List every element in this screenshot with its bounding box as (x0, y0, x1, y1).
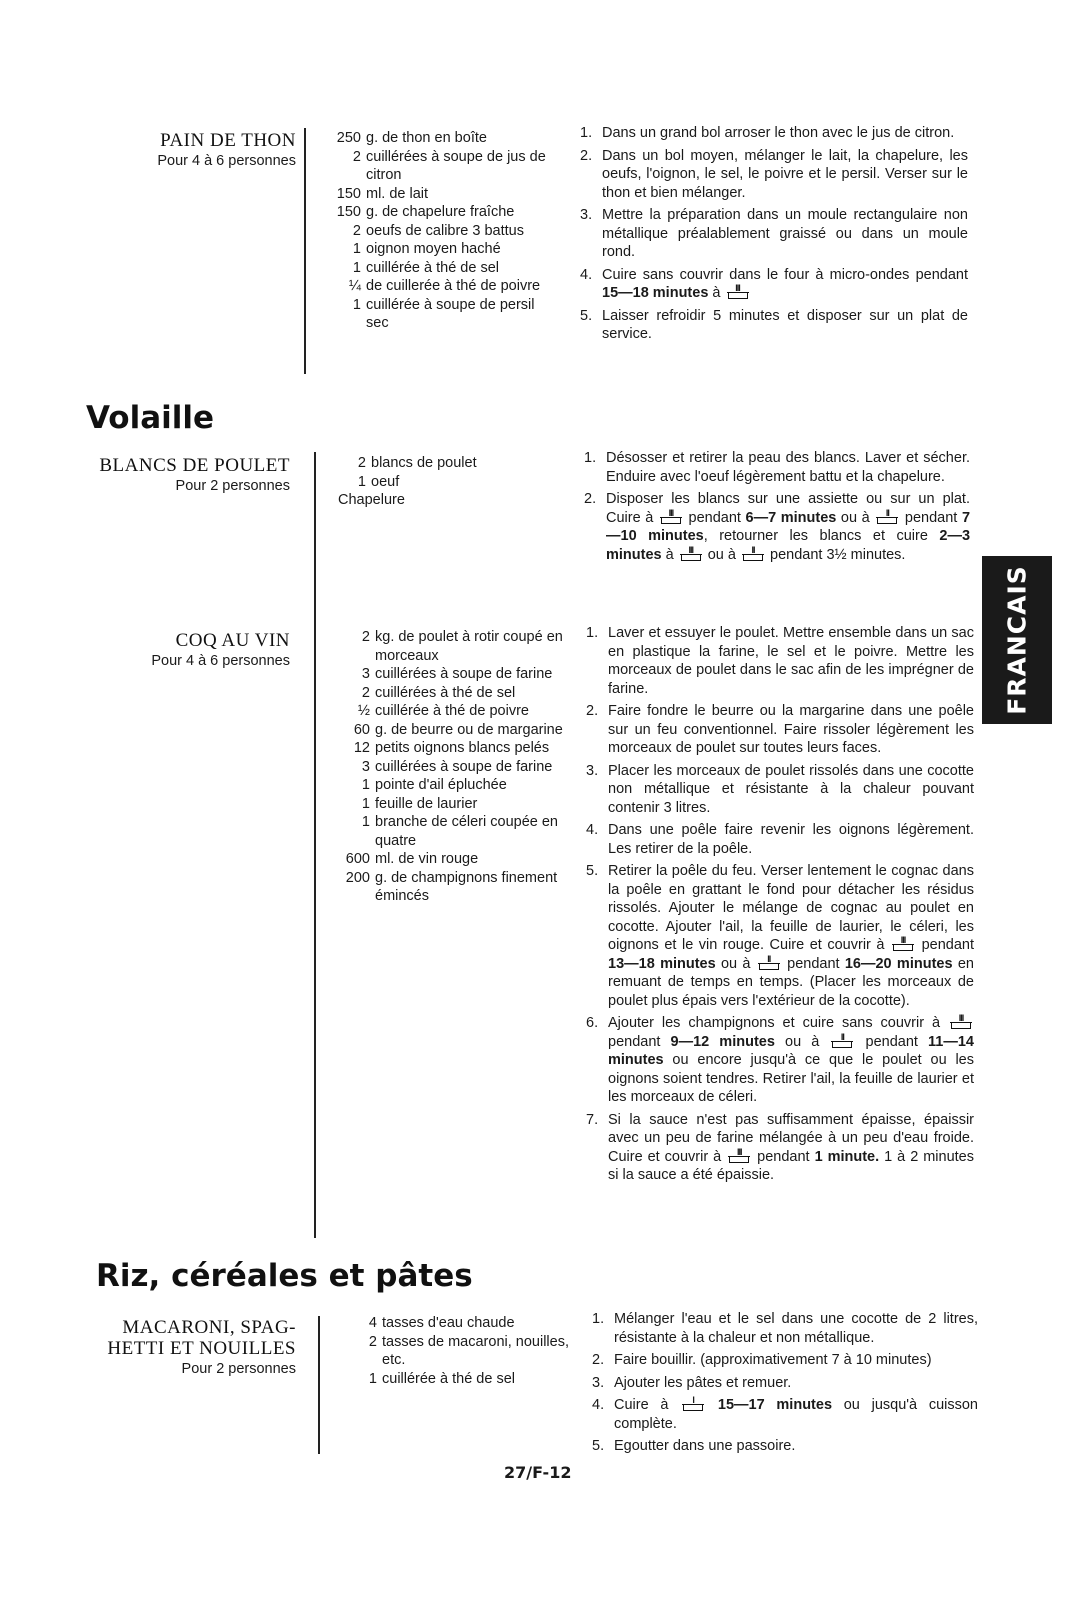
ingredient-quantity: 12 (353, 740, 370, 756)
step-item (592, 1310, 978, 1347)
step-number: 5. (586, 863, 599, 879)
ingredient-item (331, 148, 561, 185)
ingredient-item (331, 222, 561, 241)
ingredient-item (331, 296, 561, 333)
ingredient-text: de cuillerée à thé de poivre (366, 278, 541, 294)
power-medium-icon: II (831, 1035, 853, 1049)
step-item (580, 124, 968, 143)
language-tab-label: FRANCAIS (1002, 565, 1032, 715)
step-text: Faire fondre le beurre ou la margarine dans une poêle sur un feu conventionnel. Faire rissoler légèrement les morceaux de poulet sur toutes leurs faces. (608, 703, 974, 756)
ingredient-item (331, 129, 561, 148)
ingredient-list (336, 628, 580, 906)
step-text: Egoutter dans une passoire. (614, 1438, 796, 1454)
ingredient-text: cuillérée à thé de sel (366, 259, 499, 276)
step-list (592, 1310, 978, 1460)
step-item (586, 624, 974, 698)
ingredient-quantity: 1 (352, 259, 361, 276)
power-high-icon: III (950, 1016, 972, 1030)
ingredient-item (336, 665, 580, 684)
ingredient-text: cuillérées à soupe de farine (375, 666, 553, 682)
ingredient-quantity: 3 (361, 758, 370, 775)
ingredient-item (331, 240, 561, 259)
ingredient-text: oeufs de calibre 3 battus (366, 222, 524, 239)
ingredient-list (331, 129, 561, 333)
step-number: 5. (592, 1438, 605, 1454)
ingredient-quantity: 150 (336, 185, 361, 202)
ingredient-quantity: 1 (361, 814, 370, 830)
ingredient-item (336, 628, 580, 665)
step-item (592, 1396, 978, 1433)
step-text: Désosser et retirer la peau des blancs. Laver et sécher. Enduire avec l'oeuf légèrement battu et la chapelure. (606, 450, 970, 485)
ingredient-item (363, 1370, 583, 1389)
step-number: 1. (580, 125, 593, 141)
step-list (586, 624, 974, 1189)
recipe-header (82, 130, 296, 171)
ingredient-list (363, 1314, 583, 1388)
ingredient-text: g. de beurre ou de margarine (375, 721, 563, 738)
step-text: Ajouter les champignons et cuire sans couvrir à III pendant 9—12 minutes ou à II pendant 11—14 minutes ou encore jusqu'à ce que le poulet ou les oignons soient tendres. Retirer l'ail, la feuille de laurier et les morceaux de céleri. (608, 1013, 974, 1105)
ingredient-text: cuillérée à soupe de persil sec (366, 296, 535, 331)
step-item (580, 266, 968, 303)
ingredient-item (331, 277, 561, 296)
ingredient-list (338, 454, 568, 510)
step-number: 1. (592, 1311, 605, 1327)
ingredient-text: pointe d'ail épluchée (375, 777, 507, 793)
ingredient-item (331, 203, 561, 222)
ingredient-item (336, 684, 580, 703)
ingredient-item (363, 1314, 583, 1333)
recipe-header (76, 630, 290, 671)
recipe-title-line-2: HETTI ET NOUILLES (107, 1338, 296, 1359)
ingredient-quantity: 3 (361, 666, 370, 682)
step-text: Ajouter les pâtes et remuer. (614, 1374, 792, 1391)
recipe-title: COQ AU VIN (175, 630, 290, 651)
step-item (580, 206, 968, 262)
recipe-title: PAIN DE THON (160, 130, 296, 151)
ingredient-quantity: 1 (357, 473, 366, 490)
ingredient-text: g. de chapelure fraîche (366, 204, 515, 220)
step-number: 7. (586, 1111, 599, 1128)
step-item (586, 862, 974, 1010)
ingredient-text: cuillérées à soupe de farine (375, 758, 553, 775)
step-item (592, 1437, 978, 1456)
step-number: 6. (586, 1015, 599, 1031)
ingredient-quantity: 150 (336, 204, 361, 220)
ingredient-text: g. de thon en boîte (366, 130, 487, 146)
ingredient-quantity: ½ (357, 703, 370, 719)
step-text: Cuire à I 15—17 minutes ou jusqu'à cuisson complète. (614, 1395, 978, 1432)
ingredient-text: cuillérées à soupe de jus de citron (366, 148, 546, 183)
power-medium-icon: II (742, 548, 764, 562)
step-item (580, 307, 968, 344)
step-item (586, 762, 974, 818)
step-text: Faire bouillir. (approximativement 7 à 10 minutes) (614, 1352, 932, 1368)
recipe-header (76, 455, 290, 496)
ingredient-text: Chapelure (338, 492, 405, 508)
step-text: Placer les morceaux de poulet rissolés dans une cocotte non métallique et résistante à la chaleur pouvant contenir 3 litres. (608, 762, 974, 816)
section-heading-riz: Riz, céréales et pâtes (96, 1258, 473, 1294)
ingredient-text: petits oignons blancs pelés (375, 740, 550, 756)
power-medium-icon: II (758, 957, 780, 971)
ingredient-text: tasses d'eau chaude (382, 1315, 515, 1331)
power-high-icon: III (892, 938, 914, 952)
ingredient-quantity: 1 (361, 795, 370, 812)
ingredient-quantity: 200 (345, 869, 370, 886)
ingredient-text: branche de céleri coupée en quatre (375, 814, 558, 849)
ingredient-item (336, 869, 580, 906)
column-divider (318, 1316, 320, 1454)
step-text: Mélanger l'eau et le sel dans une cocotte de 2 litres, résistante à la chaleur et non métallique. (614, 1311, 978, 1346)
ingredient-quantity: 2 (361, 684, 370, 701)
ingredient-text: tasses de macaroni, nouilles, etc. (382, 1333, 569, 1368)
step-list (584, 449, 970, 568)
ingredient-item (338, 473, 568, 492)
power-high-icon: III (728, 1150, 750, 1164)
step-text: Dans un bol moyen, mélanger le lait, la chapelure, les oeufs, l'oignon, le sel, le poivre et le persil. Verser sur le thon et bien mélanger. (602, 147, 968, 201)
step-item (586, 702, 974, 758)
recipe-servings: Pour 4 à 6 personnes (157, 153, 296, 169)
step-number: 3. (580, 207, 593, 223)
ingredient-text: cuillérée à thé de poivre (375, 703, 529, 719)
step-text: Mettre la préparation dans un moule rectangulaire non métallique préalablement graissé ou dans un moule rond. (602, 207, 968, 260)
step-number: 4. (592, 1397, 605, 1413)
step-number: 2. (580, 147, 593, 164)
step-text: Retirer la poêle du feu. Verser lentement le cognac dans la poêle en grattant le fond pour détacher les résidus rissolés. Ajouter le mélange de cognac au poulet en cocotte. Ajouter l'ail, la feuille de laurier, le céleri, les oignons et le vin rouge. Cuire et couvrir à III pendant 13—18 minutes ou à II pendant 16—20 minutes en remuant de temps en temps. (Placer les morceaux de poulet plus épais vers l'extérieur de la cocotte). (608, 863, 974, 1009)
step-item (586, 1111, 974, 1185)
ingredient-quantity: 250 (336, 130, 361, 146)
recipe-servings: Pour 2 personnes (181, 1361, 296, 1377)
recipe-servings: Pour 4 à 6 personnes (151, 653, 290, 669)
step-item (584, 490, 970, 564)
step-text: Disposer les blancs sur une assiette ou sur un plat. Cuire à III pendant 6—7 minutes ou à II pendant 7—10 minutes, retourner les blancs et cuire 2—3 minutes à III ou à II pendant 3½ minutes. (606, 491, 971, 563)
recipe-header (82, 1317, 296, 1379)
step-number: 2. (592, 1352, 605, 1368)
ingredient-item (338, 454, 568, 473)
step-text: Dans un grand bol arroser le thon avec le jus de citron. (602, 125, 955, 141)
ingredient-quantity: ¼ (348, 278, 361, 294)
recipe-title-line-1: MACARONI, SPAG- (122, 1317, 296, 1338)
ingredient-text: cuillérées à thé de sel (375, 684, 516, 701)
ingredient-text: g. de champignons finement émincés (375, 869, 558, 904)
ingredient-text: kg. de poulet à rotir coupé en morceaux (375, 629, 563, 664)
step-number: 2. (586, 703, 599, 719)
ingredient-quantity: 60 (353, 721, 370, 738)
step-number: 2. (584, 491, 597, 507)
page-number: 27/F-12 (504, 1463, 572, 1482)
ingredient-item (336, 850, 580, 869)
step-item (592, 1351, 978, 1370)
ingredient-quantity: 1 (352, 241, 361, 257)
power-high-icon: III (727, 286, 749, 300)
step-item (592, 1374, 978, 1393)
ingredient-quantity: 2 (361, 629, 370, 645)
ingredient-quantity: 2 (352, 222, 361, 239)
step-item (580, 147, 968, 203)
ingredient-text: oignon moyen haché (366, 241, 501, 257)
ingredient-item (331, 185, 561, 204)
recipe-servings: Pour 2 personnes (175, 478, 290, 494)
step-text: Cuire sans couvrir dans le four à micro-ondes pendant 15—18 minutes à III (602, 266, 968, 301)
ingredient-quantity: 1 (368, 1370, 377, 1387)
step-number: 1. (586, 625, 599, 641)
step-item (586, 1014, 974, 1107)
ingredient-item (363, 1333, 583, 1370)
step-number: 1. (584, 450, 597, 466)
step-number: 4. (586, 822, 599, 838)
column-divider (304, 128, 306, 374)
ingredient-quantity: 1 (352, 296, 361, 313)
ingredient-item (336, 813, 580, 850)
ingredient-quantity: 1 (361, 777, 370, 793)
language-tab (982, 556, 1052, 724)
ingredient-quantity: 2 (357, 455, 366, 471)
recipe-title: BLANCS DE POULET (99, 455, 290, 476)
ingredient-item (331, 259, 561, 278)
ingredient-quantity: 600 (345, 851, 370, 867)
ingredient-item (336, 702, 580, 721)
section-heading-volaille: Volaille (86, 400, 215, 436)
step-text: Dans une poêle faire revenir les oignons légèrement. Les retirer de la poêle. (608, 822, 974, 857)
ingredient-quantity: 2 (368, 1333, 377, 1350)
power-high-icon: III (680, 548, 702, 562)
ingredient-quantity: 4 (368, 1315, 377, 1331)
step-text: Laisser refroidir 5 minutes et disposer sur un plat de service. (602, 307, 968, 342)
ingredient-quantity: 2 (352, 148, 361, 165)
power-high-icon: III (660, 511, 682, 525)
power-low-icon: I (682, 1398, 704, 1412)
column-divider (314, 452, 316, 1238)
step-text: Laver et essuyer le poulet. Mettre ensemble dans un sac en plastique la farine, le sel et le poivre. Mettre les morceaux de poulet dans le sac afin de les imprégner de farine. (608, 625, 974, 697)
step-number: 3. (586, 762, 599, 779)
step-number: 4. (580, 266, 593, 283)
step-item (584, 449, 970, 486)
step-number: 5. (580, 307, 593, 324)
ingredient-item (336, 776, 580, 795)
step-item (586, 821, 974, 858)
step-number: 3. (592, 1374, 605, 1391)
ingredient-item (338, 491, 568, 510)
ingredient-text: cuillérée à thé de sel (382, 1370, 515, 1387)
step-text: Si la sauce n'est pas suffisamment épaisse, épaissir avec un peu de farine mélangée à un peu d'eau froide. Cuire et couvrir à III pendant 1 minute. 1 à 2 minutes si la sauce a été épaissie. (608, 1111, 974, 1183)
power-medium-icon: II (876, 511, 898, 525)
ingredient-text: feuille de laurier (375, 795, 478, 812)
ingredient-item (336, 758, 580, 777)
ingredient-item (336, 739, 580, 758)
ingredient-item (336, 795, 580, 814)
ingredient-text: ml. de vin rouge (375, 851, 479, 867)
ingredient-text: blancs de poulet (371, 455, 477, 471)
ingredient-text: oeuf (371, 473, 400, 490)
ingredient-item (336, 721, 580, 740)
step-list (580, 124, 968, 348)
ingredient-text: ml. de lait (366, 185, 429, 202)
